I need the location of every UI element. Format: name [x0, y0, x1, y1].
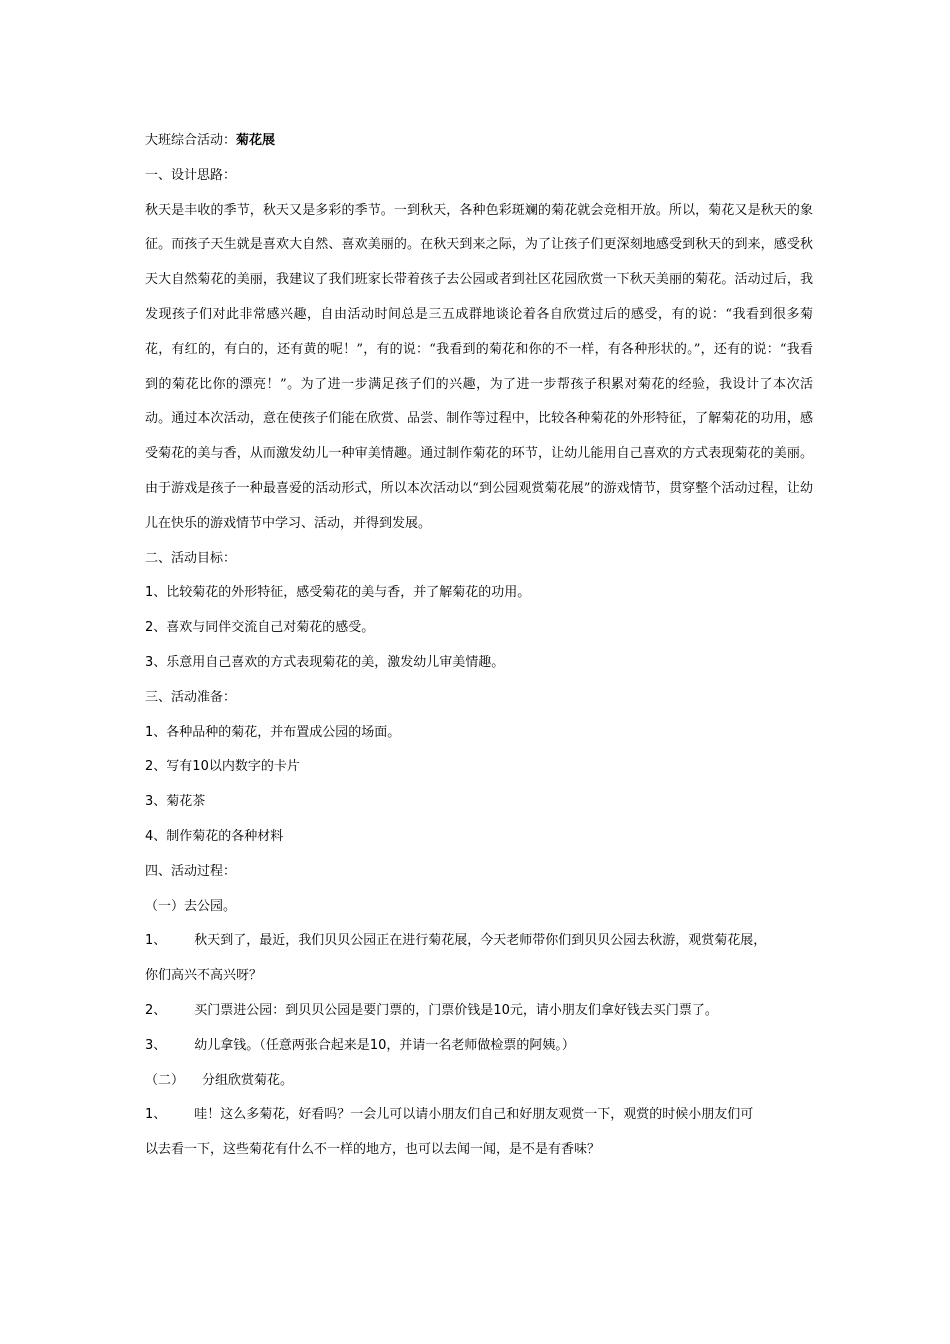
prep-number: 4 — [145, 828, 154, 844]
process-mark: 、 — [153, 933, 167, 949]
process-mark: 、 — [153, 1037, 167, 1053]
prep-item-2 — [145, 750, 813, 785]
goal-text: 、比较菊花的外形特征，感受菊花的美与香，并了解菊花的功用。 — [153, 585, 531, 601]
process-text: 元，请小朋友们拿好钱去买门票了。 — [509, 1002, 718, 1018]
section1-heading: 一、设计思路： — [145, 167, 237, 183]
prep-text: 、菊花茶 — [153, 794, 206, 810]
part2-heading-text: 分组欣赏菊花。 — [202, 1072, 294, 1088]
process-number: 1 — [145, 1107, 154, 1123]
prep-number: 3 — [145, 794, 154, 810]
goal-item-2 — [145, 611, 813, 646]
goal-number: 1 — [145, 585, 154, 601]
prep-text: 、写有 — [153, 759, 193, 775]
part2-heading — [145, 1064, 813, 1099]
process-text: ，并请一名老师做检票的阿姨。） — [386, 1037, 575, 1053]
section1-paragraph: 秋天是丰收的季节，秋天又是多彩的季节。一到秋天，各种色彩斑斓的菊花就会竞相开放。所以，菊花又是秋天的象征。而孩子天生就是喜欢大自然、喜欢美丽的。在秋天到来之际，为了让孩子们更深刻地感受到秋天的到来，感受秋天大自然菊花的美丽，我建议了我们班家长带着孩子去公园或者到社区花园欣赏一下秋天美丽的菊花。活动过后，我发现孩子们对此非常感兴趣，自由活动时间总是三五成群地谈论着各自欣赏过后的感受，有的说：“我看到很多菊花，有红的，有白的，还有黄的呢！”，有的说：“我看到的菊花和你的不一样，有各种形状的。”，还有的说：“我看到的菊花比你的漂亮！”。为了进一步满足孩子们的兴趣，为了进一步帮孩子积累对菊花的经验，我设计了本次活动。通过本次活动，意在使孩子们能在欣赏、品尝、制作等过程中，比较各种菊花的外形特征，了解菊花的功用，感受菊花的美与香，从而激发幼儿一种审美情趣。通过制作菊花的环节，让幼儿能用自己喜欢的方式表现菊花的美丽。由于游戏是孩子一种最喜爱的活动形式，所以本次活动以“到公园观赏菊花展”的游戏情节，贯穿整个活动过程，让幼儿在快乐的游戏情节中学习、活动，并得到发展。 — [145, 202, 813, 531]
process-text: 哇！这么多菊花，好看吗？一会儿可以请小朋友们自己和好朋友观赏一下，观赏的时候小朋友们可 — [194, 1107, 754, 1123]
prep-text: 、各种品种的菊花，并布置成公园的场面。 — [153, 724, 401, 740]
process-inline-number: 10 — [493, 1002, 510, 1018]
section3-heading: 三、活动准备： — [145, 689, 237, 705]
prep-item-3 — [145, 785, 813, 820]
process-text: 买门票进公园：到贝贝公园是要门票的，门票价钱是 — [194, 1002, 494, 1018]
process-item-3 — [145, 1029, 813, 1064]
process-text: 秋天到了，最近，我们贝贝公园正在进行菊花展，今天老师带你们到贝贝公园去秋游，观赏菊花展， — [194, 933, 767, 949]
process-item-1-line2: 你们高兴不高兴呀？ — [145, 968, 263, 984]
section4-heading: 四、活动过程： — [145, 863, 237, 879]
prep-text: 、制作菊花的各种材料 — [153, 828, 284, 844]
goal-text: 、喜欢与同伴交流自己对菊花的感受。 — [153, 620, 375, 636]
prep-number: 1 — [145, 724, 154, 740]
part2-item-1-line1 — [145, 1098, 813, 1133]
title-main: 菊花展 — [236, 133, 276, 148]
title-prefix: 大班综合活动： — [145, 133, 237, 148]
process-item-1-line1 — [145, 924, 813, 959]
goal-item-3 — [145, 646, 813, 681]
process-mark: 、 — [153, 1107, 167, 1123]
section2-heading: 二、活动目标： — [145, 550, 237, 566]
process-text: 幼儿拿钱。（任意两张合起来是 — [194, 1037, 370, 1053]
process-number: 3 — [145, 1037, 154, 1053]
goal-text: 、乐意用自己喜欢的方式表现菊花的美，激发幼儿审美情趣。 — [153, 654, 505, 670]
goal-number: 2 — [145, 620, 154, 636]
prep-item-4 — [145, 820, 813, 855]
prep-text: 以内数字的卡片 — [208, 759, 300, 775]
part1-heading: （一）去公园。 — [145, 898, 237, 914]
document-page — [145, 124, 813, 1168]
prep-item-1 — [145, 716, 813, 751]
process-number: 1 — [145, 933, 154, 949]
part2-heading-label: （二） — [145, 1072, 185, 1088]
process-number: 2 — [145, 1002, 154, 1018]
process-mark: 、 — [153, 1002, 167, 1018]
process-inline-number: 10 — [369, 1037, 387, 1053]
part2-item-1-line2: 以去看一下，这些菊花有什么不一样的地方，也可以去闻一闻，是不是有香味？ — [145, 1142, 601, 1158]
document-title — [145, 124, 813, 159]
prep-inline-number: 10 — [192, 759, 209, 775]
process-item-2 — [145, 994, 813, 1029]
goal-item-1 — [145, 576, 813, 611]
prep-number: 2 — [145, 759, 154, 775]
goal-number: 3 — [145, 654, 154, 670]
